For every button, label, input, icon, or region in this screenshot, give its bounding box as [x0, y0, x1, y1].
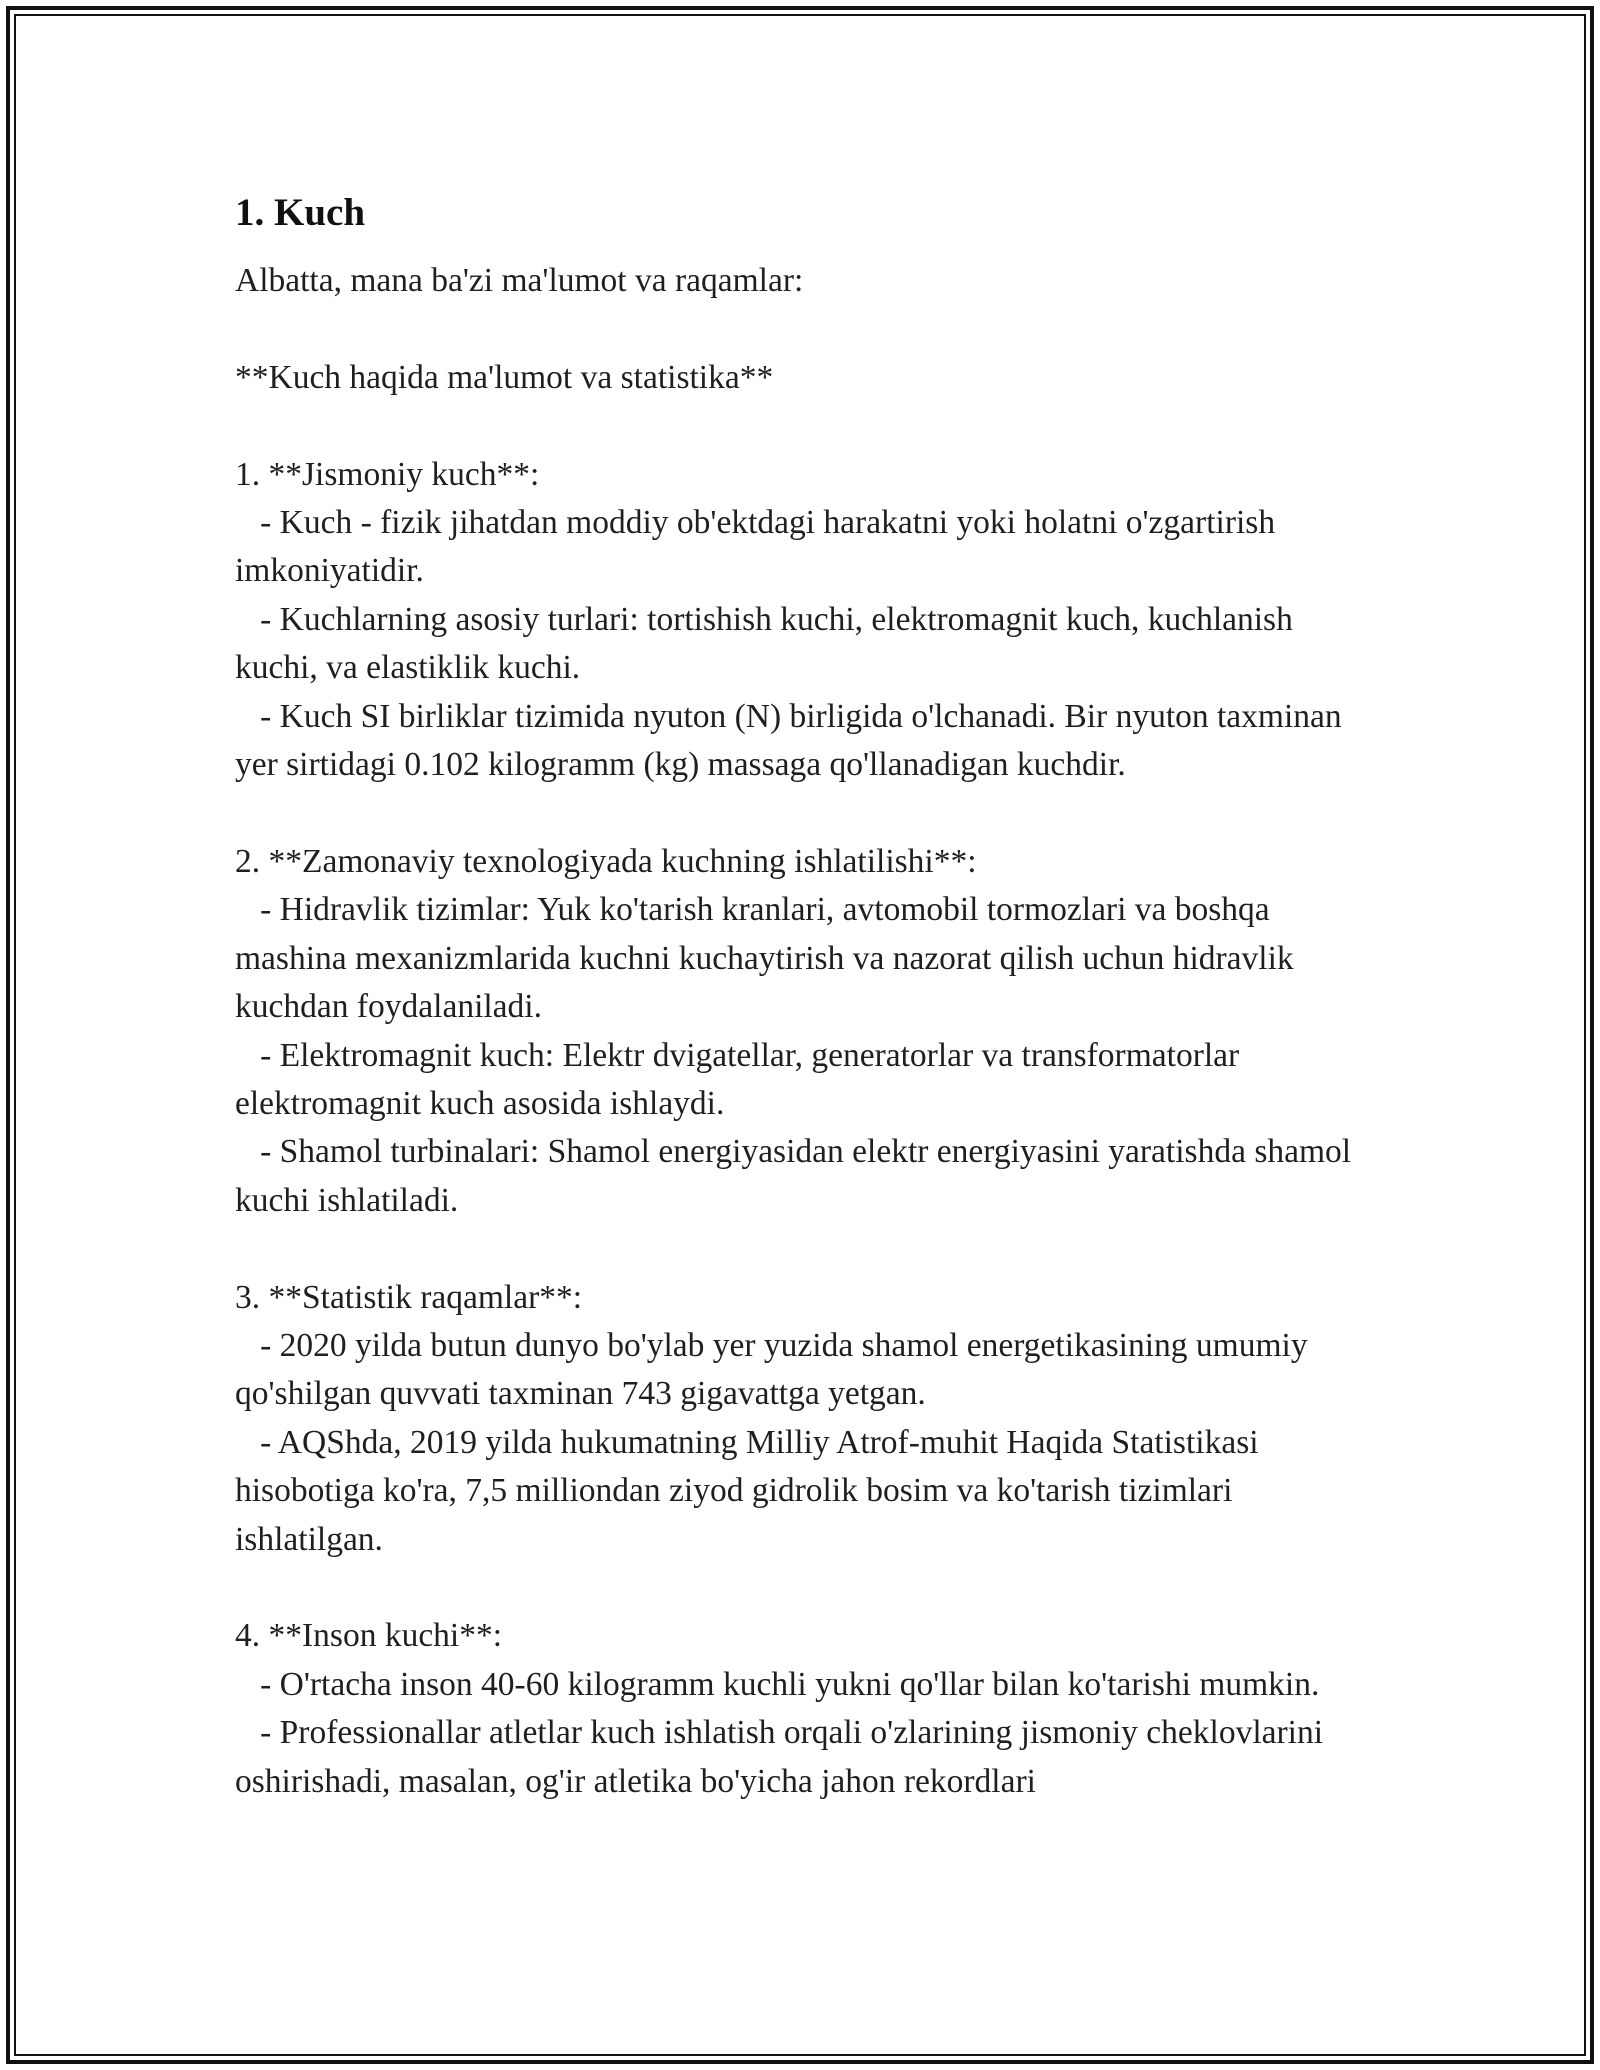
document-body: Albatta, mana ba'zi ma'lumot va raqamlar: **Kuch haqida ma'lumot va statistika** 1. **Jismoniy kuch**: - Kuch - fizik jihatdan moddiy ob'ektdagi harakatni yoki holatni o'zgartirish imkoniyatidir. - Kuchlarning asosiy turlari: tortishish kuchi, elektromagnit kuch, kuchlanish kuchi, va elastiklik kuchi. - Kuch SI birliklar tizimida nyuton (N) birligida o'lchanadi. Bir nyuton taxminan yer sirtidagi 0.102 kilogramm (kg) massaga qo'llanadigan kuchdir. 2. **Zamonaviy texnologiyada kuchning ishlatilishi**: - Hidravlik tizimlar: Yuk ko'tarish kranlari, avtomobil tormozlari va boshqa mashina mexanizmlarida kuchni kuchaytirish va nazorat qilish uchun hidravlik kuchdan foydalaniladi. - Elektromagnit kuch: Elektr dvigatellar, generatorlar va transformatorlar elektromagnit kuch asosida ishlaydi. - Shamol turbinalari: Shamol energiyasidan elektr energiyasini yaratishda shamol kuchi ishlatiladi. 3. **Statistik raqamlar**: - 2020 yilda butun dunyo bo'ylab yer yuzida shamol energetikasining umumiy qo'shilgan quvvati taxminan 743 gigavattga yetgan. - AQShda, 2019 yilda hukumatning Milliy Atrof-muhit Haqida Statistikasi hisobotiga ko'ra, 7,5 milliondan ziyod gidrolik bosim va ko'tarish tizimlari ishlatilgan. 4. **Inson kuchi**: - O'rtacha inson 40-60 kilogramm kuchli yukni qo'llar bilan ko'tarishi mumkin. - Professionallar atletlar kuch ishlatish orqali o'zlarining jismoniy cheklovlarini oshirishadi, masalan, og'ir atletika bo'yicha jahon rekordlari	[235, 262, 1352, 1800]
document-content	[235, 185, 1375, 1806]
page-title: 1. Kuch	[235, 191, 366, 234]
